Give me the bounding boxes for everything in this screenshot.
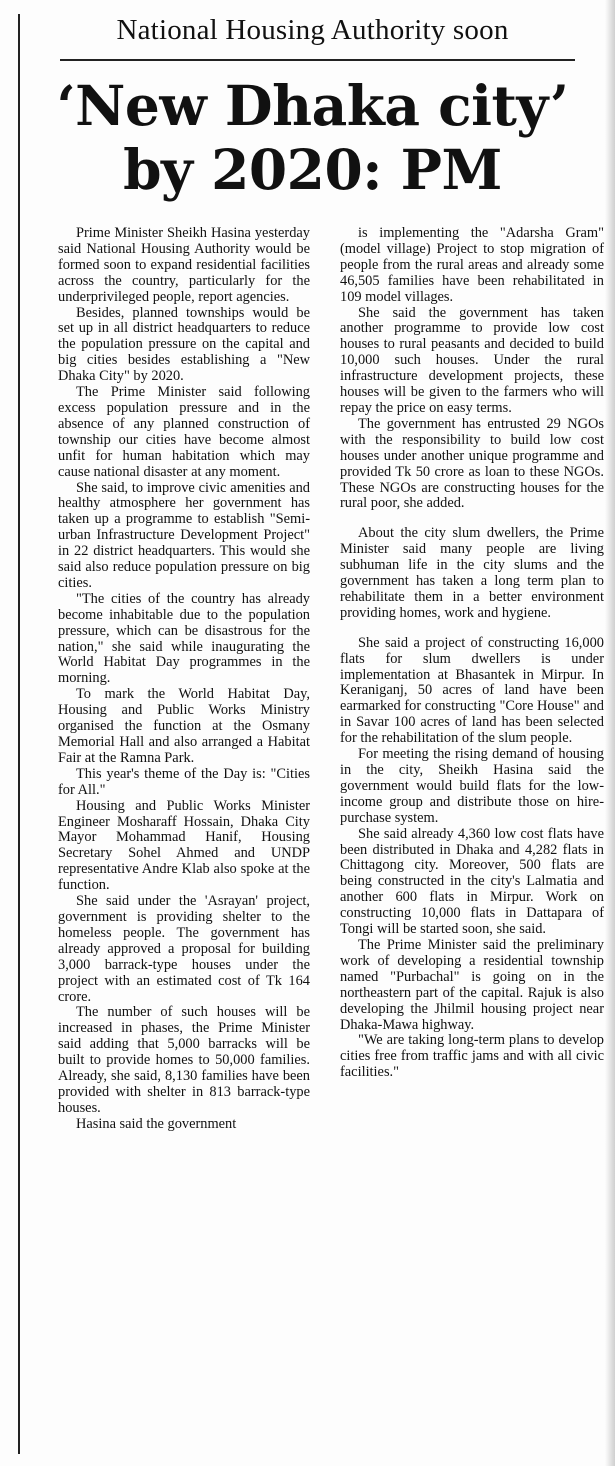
news-article <box>18 14 605 1454</box>
paragraph: She said a project of constructing 16,000 flats for slum dwellers is under implementation at Bhasantek in Mirpur. In Keraniganj, 50 acres of land have been earmarked for constructing "Core House" and in Savar 100 acres of land has been selected for the rehabilitation of the slum people. <box>340 634 604 747</box>
page-edge-shadow <box>605 0 615 1466</box>
kicker-rule <box>60 59 575 61</box>
paragraph: "The cities of the country has already become inhabitable due to the population pressure, which can be disastrous for the nation," she said while inaugurating the World Habitat Day programmes in the morning. <box>58 590 310 687</box>
paragraph: Hasina said the government <box>76 1115 237 1132</box>
paragraph: The number of such houses will be increased in phases, the Prime Minister said adding that 5,000 barracks will be built to provide homes to 50,000 families. Already, she said, 8,130 families have been provided with shelter in 813 barrack-type houses. <box>58 1004 310 1116</box>
paragraph: She said, to improve civic amenities and healthy atmosphere her government has taken up a programme to establish "Semi-urban Infrastructure Development Project" in 22 district headquarters. This would she said also reduce population pressure on big cities. <box>58 479 310 591</box>
paragraph: To mark the World Habitat Day, Housing and Public Works Ministry organised the function at the Osmany Memorial Hall and also arranged a Habitat Fair at the Ramna Park. <box>58 686 310 766</box>
headline-line-1: ‘New Dhaka city’ <box>56 73 569 138</box>
paragraph: The Prime Minister said following excess population pressure and in the absence of any planned construction of township our cities have become almost unfit for human habitation which may cause national disaster at any moment. <box>58 384 310 480</box>
left-column <box>58 226 310 1133</box>
paragraph: She said under the 'Asrayan' project, government is providing shelter to the homeless people. The government has already approved a proposal for building 3,000 barrack-type houses under the project with an estimated cost of Tk 164 crore. <box>58 893 310 1005</box>
paragraph: is implementing the "Adarsha Gram" (model village) Project to stop migration of people from the rural areas and already some 46,505 families have been rehabilitated in 109 model villages. <box>340 225 604 305</box>
right-column <box>340 226 604 1081</box>
paragraph: The Prime Minister said the preliminary work of developing a residential township named "Purbachal" is going on in the northeastern part of the capital. Rajuk is also developing the Jhilmil housing project near Dhaka-Mawa highway. <box>340 936 604 1033</box>
paragraph: About the city slum dwellers, the Prime Minister said many people are living subhuman life in the city slums and the government has taken a long term plan to rehabilitate them in a better environment providing homes, work and hygiene. <box>340 525 604 621</box>
paragraph: This year's theme of the Day is: "Cities for All." <box>58 765 310 798</box>
headline-line-2: by 2020: PM <box>123 137 502 202</box>
kicker-headline: National Housing Authority soon <box>116 14 509 46</box>
main-headline <box>20 74 605 202</box>
paragraph: She said the government has taken another programme to provide low cost houses to rural peasants and decided to build 10,000 such houses. Under the rural infrastructure development projects, these houses will be given to the farmers who will repay the price on easy terms. <box>340 304 604 416</box>
paragraph: The government has entrusted 29 NGOs with the responsibility to build low cost houses under another unique programme and provided Tk 50 crore as loan to these NGOs. These NGOs are constructing houses for the rural poor, she added. <box>340 415 604 512</box>
paragraph: For meeting the rising demand of housing in the city, Sheikh Hasina said the government would build flats for the low-income group and distribute those on hire-purchase system. <box>340 746 604 826</box>
paragraph: Housing and Public Works Minister Engineer Mosharaff Hossain, Dhaka City Mayor Mohammad Hanif, Housing Secretary Sohel Ahmed and UNDP representative Andre Klab also spoke at the function. <box>58 797 310 894</box>
paragraph: "We are taking long-term plans to develop cities free from traffic jams and with all civic facilities." <box>340 1032 604 1081</box>
paragraph: She said already 4,360 low cost flats have been distributed in Dhaka and 4,282 flats in Chittagong city. Moreover, 500 flats are being constructed in the city's Lalmatia and another 600 flats in Mirpur. Work on constructing 10,000 flats in Dattapara of Tongi will be started soon, she said. <box>340 825 604 938</box>
paragraph: Besides, planned townships would be set up in all district headquarters to reduce the population pressure on the capital and big cities besides establishing a "New Dhaka City" by 2020. <box>58 304 310 385</box>
paragraph: Prime Minister Sheikh Hasina yesterday said National Housing Authority would be formed soon to expand residential facilities across the country, particularly for the underprivileged people, report agencies. <box>58 225 310 305</box>
